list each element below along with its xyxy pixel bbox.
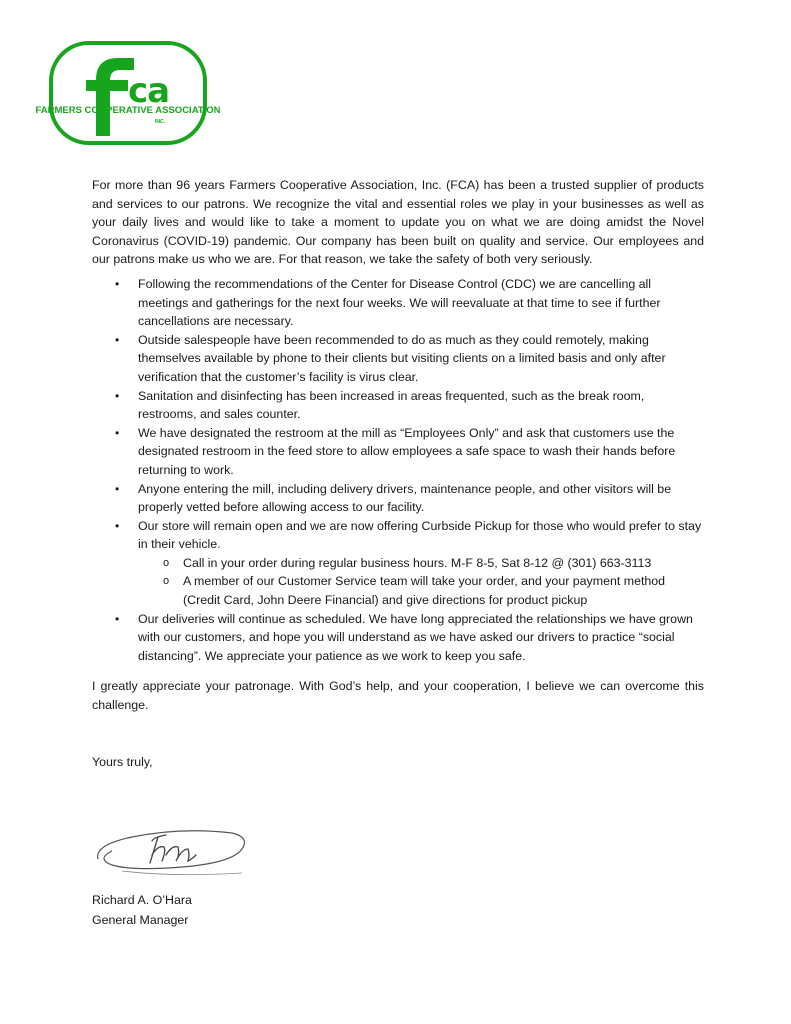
list-item-text: Following the recommendations of the Center for Disease Control (CDC) we are cancelling all meetings and gatherings for the next four weeks. We will reevaluate at that time to see if further cancellations are necessary. bbox=[138, 276, 661, 329]
list-item-text: Our deliveries will continue as scheduled. We have long appreciated the relationships we have grown with our customers, and hope you will understand as we have asked our drivers to practice “social distancing”. We appreciate your patience as we work to keep you safe. bbox=[138, 611, 693, 663]
fca-logo-suffix: INC. bbox=[155, 119, 165, 125]
bullet-icon: • bbox=[115, 518, 120, 533]
list-item-text: Our store will remain open and we are now offering Curbside Pickup for those who would prefer to stay in their vehicle. bbox=[138, 518, 702, 552]
list-item bbox=[115, 424, 704, 480]
list-item-text: We have designated the restroom at the mill as “Employees Only” and ask that customers use the designated restroom in the feed store to allow employees a safe space to wash their hands before returning to work. bbox=[138, 425, 676, 477]
sub-list-item-text: A member of our Customer Service team will take your order, and your payment method (Credit Card, John Deere Financial) and give directions for product pickup bbox=[183, 574, 666, 608]
list-item bbox=[115, 387, 704, 424]
list-item bbox=[115, 275, 704, 331]
list-item bbox=[115, 610, 704, 666]
closing-paragraph: I greatly appreciate your patronage. With God’s help, and your cooperation, I believe we can overcome this challenge. bbox=[92, 679, 704, 713]
signer-block bbox=[92, 890, 192, 930]
bullet-list bbox=[92, 275, 704, 665]
circle-bullet-icon: o bbox=[163, 575, 170, 588]
list-item bbox=[115, 480, 704, 517]
signer-name: Richard A. O’Hara bbox=[92, 893, 192, 907]
bullet-icon: • bbox=[115, 611, 120, 626]
sub-list-item bbox=[163, 554, 704, 573]
fca-logo bbox=[35, 40, 221, 146]
sub-list-item bbox=[163, 572, 704, 609]
bullet-icon: • bbox=[115, 332, 120, 347]
letter-body bbox=[92, 176, 704, 771]
svg-text:ca: ca bbox=[128, 71, 170, 111]
signer-title: General Manager bbox=[92, 913, 189, 927]
bullet-icon: • bbox=[115, 425, 120, 440]
bullet-icon: • bbox=[115, 276, 120, 291]
sub-bullet-list bbox=[138, 554, 704, 610]
bullet-icon: • bbox=[115, 388, 120, 403]
circle-bullet-icon: o bbox=[163, 556, 170, 569]
intro-paragraph: For more than 96 years Farmers Cooperative Association, Inc. (FCA) has been a trusted supplier of products and services to our patrons. We recognize the vital and essential roles we play in your businesses as well as your daily lives and would like to take a moment to update you on what we are doing amidst the Novel Coronavirus (COVID-19) pandemic. Our company has been built on quality and service. Our employees and our patrons make us who we are. For that reason, we take the safety of both very seriously. bbox=[92, 178, 704, 267]
list-item-text: Outside salespeople have been recommended to do as much as they could remotely, making themselves available by phone to their clients but visiting clients on a limited basis and only after verification that the customer’s facility is virus clear. bbox=[138, 332, 666, 384]
list-item bbox=[115, 331, 704, 387]
sub-list-item-text: Call in your order during regular business hours. M-F 8-5, Sat 8-12 @ (301) 663-3113 bbox=[183, 555, 652, 570]
signature-image bbox=[92, 815, 252, 881]
list-item-text: Anyone entering the mill, including delivery drivers, maintenance people, and other visitors will be properly vetted before allowing access to our facility. bbox=[138, 481, 672, 515]
sign-off: Yours truly, bbox=[92, 754, 153, 769]
bullet-icon: • bbox=[115, 481, 120, 496]
list-item bbox=[115, 517, 704, 610]
fca-logo-name: FARMERS COOPERATIVE ASSOCIATION bbox=[35, 105, 221, 116]
list-item-text: Sanitation and disinfecting has been increased in areas frequented, such as the break room, restrooms, and sales counter. bbox=[138, 388, 645, 422]
